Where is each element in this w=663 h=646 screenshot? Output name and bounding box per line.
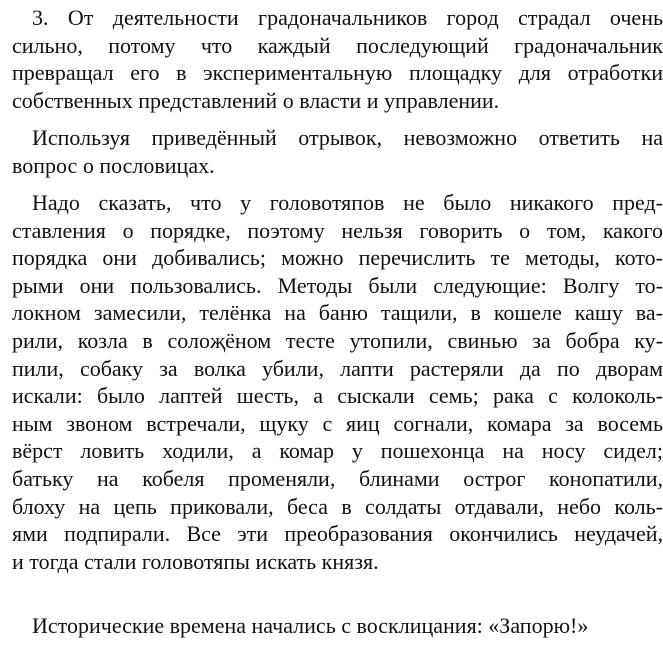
- text-line: блоху на цепь приковали, беса в солдаты отдавали, небо коль-: [12, 493, 663, 519]
- text-line: и тогда стали головотяпы искать князя.: [12, 548, 379, 574]
- text-line: ставления о порядке, поэтому нельзя говорить о том, какого: [12, 217, 663, 243]
- text-line: локном замесили, телёнка на баню тащили, в кошеле кашу ва-: [12, 300, 663, 326]
- text-line: батьку на кобеля променяли, блинами острог конопатили,: [12, 465, 663, 491]
- text-line: рили, козла в солоҗёном тесте утопили, свинью за бобра ку-: [12, 327, 663, 353]
- text-line: ным звоном встречали, щуку с яиц согнали, комара за восемь: [12, 410, 663, 436]
- text-line: вопрос о пословицах.: [12, 152, 215, 178]
- paragraph-quote: [0, 189, 663, 575]
- text-line: превращал его в экспериментальную площадку для отработки: [12, 60, 663, 86]
- text-line: пили, собаку за волка убили, лапти растеряли да по дворам: [12, 355, 663, 381]
- text-line: ями подпирали. Все эти преобразования окончились неудачей,: [12, 521, 663, 547]
- paragraph-answer-3: [0, 4, 663, 114]
- text-line: порядка они добивались; можно перечислить те методы, кото-: [12, 245, 663, 271]
- text-line: Исторические времена начались с восклицания: «Запорю!»: [32, 613, 589, 638]
- text-line: собственных представлений о власти и управлении.: [12, 87, 500, 113]
- text-line: искали: было лаптей шесть, а сыскали семь; рака с колоколь-: [12, 383, 663, 409]
- text-line: сильно, потому что каждый последующий градоначальник: [12, 32, 663, 58]
- text-line: рыми они пользовались. Методы были следующие: Волгу то-: [12, 272, 663, 298]
- paragraph-note: [0, 124, 663, 179]
- paragraph-conclusion: [0, 612, 663, 640]
- text-line: Используя приведённый отрывок, невозможно ответить на: [32, 125, 663, 150]
- text-line: Надо сказать, что у головотяпов не было никакого пред-: [32, 190, 663, 215]
- text-line: 3. От деятельности градоначальников город страдал очень: [32, 5, 663, 30]
- text-line: вёрст ловить ходили, а комар у пошехонца на носу сидел;: [12, 438, 663, 464]
